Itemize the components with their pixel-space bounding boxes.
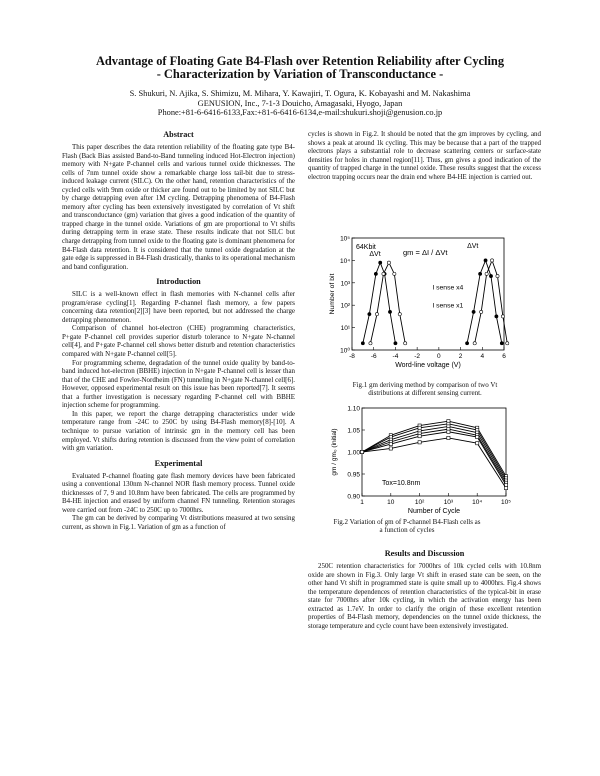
- paper-title: [0, 55, 600, 81]
- fig1-data-point: [388, 310, 391, 313]
- fig1-bit-count-label: 64Kbit: [356, 244, 376, 251]
- fig2-series-line: [362, 429, 506, 483]
- fig1-data-point: [374, 272, 377, 275]
- right-column-top: [308, 130, 541, 181]
- fig2-data-point: [476, 442, 479, 445]
- fig2-data-point: [418, 435, 421, 438]
- fig1-data-point: [495, 315, 498, 318]
- figure-2-chart: [328, 402, 520, 530]
- abstract-heading: Abstract: [163, 130, 194, 139]
- experimental-paragraph-1: Evaluated P-channel floating gate flash memory devices have been fabricated using a conventional 130nm N-channel NOR flash memory process. Tunnel oxide thicknesses of 7, 9 and 10.8nm have been fabricated. The cells are programmed by B4-HE injection and erased by uniform channel FN tunneling. Retention storages were carried out from -24C to 250C up to 7000hrs.: [62, 471, 295, 514]
- title-line-1: Advantage of Floating Gate B4-Flash over Retention Reliability after Cycling: [95, 54, 505, 68]
- fig2-data-point: [447, 430, 450, 433]
- fig1-x-tick-label: 2: [458, 353, 463, 360]
- fig1-data-point: [387, 261, 390, 264]
- fig1-isense-x4-label: I sense x4: [432, 284, 464, 292]
- contact: Phone:+81-6-6416-6133,Fax:+81-6-6416-6134,e-mail:shukuri.shoji@genusion.co.jp: [157, 108, 443, 118]
- fig2-data-point: [476, 435, 479, 438]
- fig1-data-point: [375, 313, 378, 316]
- fig1-caption-line-2: distributions at different sensing current.: [368, 389, 482, 398]
- fig2-x-tick-label: 1: [360, 499, 364, 506]
- fig2-x-tick-label: 10⁵: [501, 499, 511, 506]
- results-heading: Results and Discussion: [384, 549, 465, 558]
- figure-1-chart: [328, 232, 520, 377]
- fig1-x-tick-label: -4: [392, 353, 399, 360]
- fig1-delta-vt-left: ΔVt: [369, 250, 381, 258]
- fig2-y-axis-label: gm / gm₀ (initial): [331, 428, 338, 476]
- fig1-data-point: [479, 272, 482, 275]
- fig1-data-point: [472, 310, 475, 313]
- fig1-data-point: [500, 342, 503, 345]
- figure-2-caption: [322, 518, 492, 535]
- left-column: [62, 130, 295, 531]
- fig1-data-point: [473, 342, 476, 345]
- fig1-data-point: [394, 342, 397, 345]
- fig1-gm-formula: gm = ΔI / ΔVt: [403, 248, 448, 257]
- fig2-x-tick-label: 10³: [443, 499, 454, 506]
- fig1-isense-x1-label: I sense x1: [432, 302, 464, 310]
- intro-paragraph-4: In this paper, we report the charge detrapping characteristics under wide temperature range from -24C to 250C by using B4-Flash memory[8]-[10]. A technique to pursue variation of intrinsic gm in the memory cell has been employed. Vt shifts during retention is discussed from the view point of correlation with gm variation.: [62, 409, 295, 453]
- fig2-data-point: [418, 426, 421, 429]
- fig2-data-point: [389, 442, 392, 445]
- figure-1-caption: [320, 381, 530, 398]
- fig2-x-tick-label: 10²: [414, 499, 425, 506]
- fig2-tox-label: Tox=10.8nm: [382, 480, 421, 487]
- fig1-x-tick-label: 6: [502, 353, 506, 360]
- fig1-data-point: [369, 342, 372, 345]
- fig2-data-point: [447, 436, 450, 439]
- fig1-delta-vt-right: ΔVt: [467, 243, 479, 250]
- fig1-x-axis-label: Word-line voltage (V): [395, 362, 461, 369]
- fig1-x-tick-label: -6: [370, 353, 377, 360]
- fig1-data-point: [398, 313, 401, 316]
- fig1-data-point: [404, 342, 407, 345]
- fig1-x-tick-label: -2: [414, 353, 421, 360]
- fig2-y-tick-label: 0.95: [347, 471, 360, 479]
- fig2-y-tick-label: 0.90: [347, 493, 360, 501]
- authors: S. Shukuri, N. Ajika, S. Shimizu, M. Mihara, Y. Kawajiri, T. Ogura, K. Kobayashi and M. Nakashima: [129, 89, 471, 98]
- fig1-data-point: [501, 315, 504, 318]
- fig2-data-point: [418, 441, 421, 444]
- fig1-data-point: [484, 259, 487, 262]
- fig1-data-point: [496, 274, 499, 277]
- experimental-heading: Experimental: [154, 458, 203, 468]
- fig1-x-tick-label: 0: [437, 353, 441, 360]
- fig1-data-point: [393, 272, 396, 275]
- fig1-y-tick-label: 10⁵: [340, 235, 350, 243]
- fig1-data-point: [490, 259, 493, 262]
- experimental-paragraph-2: The gm can be derived by comparing Vt distributions measured at two sensing current, as shown in Fig.1. Variation of gm as a function of: [62, 514, 295, 531]
- fig1-y-tick-label: 10³: [340, 280, 350, 288]
- author-block: [0, 89, 600, 118]
- fig1-data-point: [361, 342, 364, 345]
- abstract-paragraph: This paper describes the data retention reliability of the floating gate type B4-Flash (Back Bias assisted Band-to-Band tunneling induced Hot-Electron injection) memory with N+gate P-channel cells and various tunnel oxide thicknesses. The cells of 7nm tunnel oxide show a remarkable charge loss tail-bit due to stress-induced leakage current (SILC). On the other hand, retention characteristics of the cycled cells with 9nm oxide or thicker are found out to be limited by not SILC but by charge detrapping even after 1M cycling. Detrapping phenomena of B4-Flash memory after cycling has been extensively investigated by correlation of Vt shift and transconductance (gm) variation that gives a good indication of the quantity of trapped charge in the tunnel oxide. Variations of gm are proportional to Vt shifts during detrapping term in erase state. These results indicate that not SILC but charge detrapping from tunnel oxide to the floating gate is dominant phenomena for B4-Flash data retention. It is considered that the tunnel oxide degradation at the gate edge is suppressed in B4-Flash drastically, thanks to its operational mechanism and band configuration.: [62, 143, 295, 271]
- fig1-data-point: [485, 272, 488, 275]
- fig2-y-tick-label: 1.10: [347, 405, 360, 413]
- fig2-x-axis-label: Number of Cycle: [407, 508, 461, 515]
- intro-paragraph-3: For programming scheme, degradation of the tunnel oxide quality by band-to-band induced hot-electron (BBHE) injection in N+gate P-channel cell is lesser than that of the CHE and Fowler-Nordheim (FN) tunneling in N+gate N-channel cell[6]. However, opposed experimental result on this issue has been reported[7]. It seems that a further investigation is necessary regarding P-channel cell with BBHE injection scheme for programming.: [62, 358, 295, 410]
- fig1-data-point: [465, 342, 468, 345]
- introduction-heading: Introduction: [156, 277, 201, 287]
- affiliation: GENUSION, Inc., 7-1-3 Douicho, Amagasaki, Hyogo, Japan: [197, 98, 403, 108]
- fig1-y-tick-label: 10²: [340, 302, 350, 310]
- fig2-x-tick-label: 10⁴: [472, 499, 483, 506]
- fig2-series-line: [362, 424, 506, 479]
- fig2-x-tick-label: 10: [387, 499, 395, 506]
- fig1-data-point: [379, 261, 382, 264]
- fig2-caption-line-2: a function of cycles: [379, 526, 435, 535]
- fig1-x-tick-label: 4: [480, 353, 485, 360]
- fig2-y-tick-label: 1.05: [347, 427, 360, 435]
- fig1-caption-line-1: Fig.1 gm deriving method by comparison of two Vt: [352, 381, 498, 389]
- fig1-y-tick-label: 10⁰: [340, 347, 350, 355]
- intro-paragraph-1: SILC is a well-known effect in flash memories with N-channel cells after program/erase cycling[1]. Regarding P-channel flash memory, a few papers concerning data retention[2][3] have been reported, but not addressed the charge detrapping phenomenon.: [62, 290, 295, 324]
- fig2-data-point: [389, 447, 392, 450]
- fig1-data-point: [382, 272, 385, 275]
- fig1-x-tick-label: -8: [349, 353, 355, 360]
- fig1-data-point: [480, 310, 483, 313]
- title-line-2: - Characterization by Variation of Transconductance -: [156, 67, 444, 81]
- fig2-data-point: [504, 486, 507, 489]
- fig2-y-tick-label: 1.00: [347, 449, 360, 457]
- fig1-y-axis-label: Number of bit: [329, 273, 336, 315]
- fig1-data-point: [368, 313, 371, 316]
- fig1-data-point: [506, 342, 509, 345]
- results-paragraph: 250C retention characteristics for 7000hrs of 10k cycled cells with 10.8nm oxide are shown in Fig.3. Only large Vt shift in erased state can be seen, on the other hand Vt shift in programmed state is quite small up to 4000hrs. Fig.4 shows the temperature dependences of retention characteristics of the typical-bit in erase state for 7000hrs after 10k cycling, in which the activation energy has been extracted as 1.7eV. In order to clarify the origin of these excellent retention properties of B4-Flash memory, dependencies on the tunnel oxide thickness, the storage temperature and cycle count have been extensively investigated.: [308, 562, 541, 630]
- fig2-discussion-paragraph: cycles is shown in Fig.2. It should be noted that the gm improves by cycling, and shows a peak at around 1k cycling. This may be because that a part of the trapped electrons plays a substantial role to decrease scattering centers or surface-state densities for holes in channel region[11]. Thus, gm gives a good indication of the quantity of trapped charge in the tunnel oxide. These results suggest that the excess electron trapping occurs near the drain end where B4-HE injection is carried out.: [308, 130, 541, 181]
- fig1-data-point: [489, 274, 492, 277]
- fig2-caption-line-1: Fig.2 Variation of gm of P-channel B4-Flash cells as: [333, 518, 481, 526]
- fig2-data-point: [360, 450, 363, 453]
- intro-paragraph-2: Comparison of channel hot-electron (CHE) programming characteristics, P+gate P-channel cell provides superior disturb tolerance to N+gate N-channel cell[4], and P+gate P-channel cell shows better disturb and retention characteristics compared with N+gate P-channel cell[5].: [62, 324, 295, 359]
- fig2-series-line: [362, 426, 506, 480]
- right-column-bottom: [308, 549, 541, 630]
- fig1-y-tick-label: 10⁴: [339, 257, 350, 265]
- fig1-y-tick-label: 10¹: [340, 325, 350, 333]
